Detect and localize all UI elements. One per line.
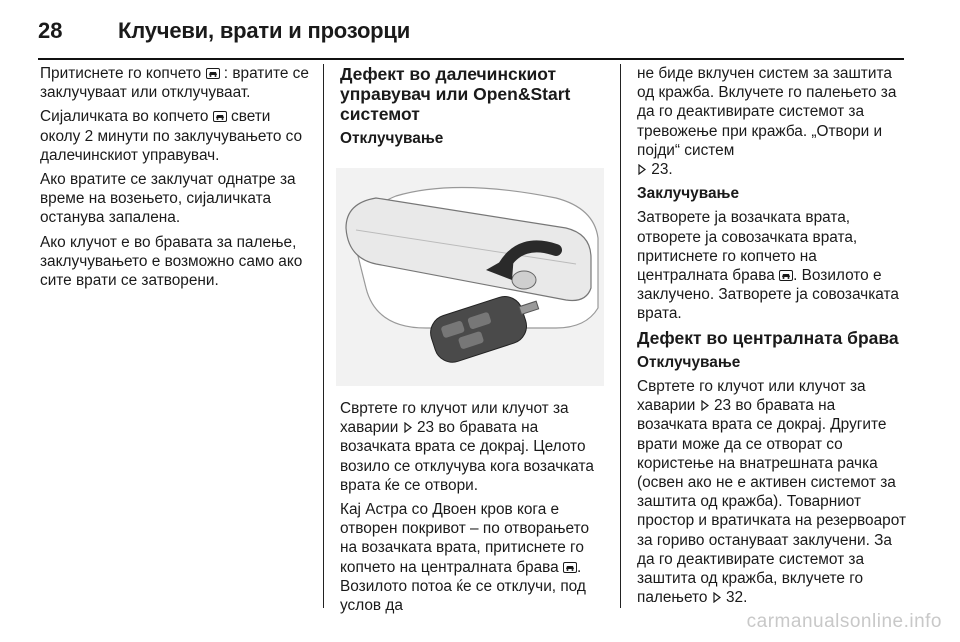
text: . Возилото потоа ќе се отклучи, под услов да	[340, 558, 586, 615]
page-reference[interactable]: 32.	[721, 589, 748, 607]
page-reference[interactable]: 23	[412, 419, 435, 437]
text: во бравата на возачката врата се докрај. Целото возило се отклучува кога возачката врата ќе се отвори.	[340, 419, 594, 494]
paragraph	[340, 399, 606, 495]
paragraph: Ако вратите се заклучат однатре за време на возењето, сијаличката останува запалена.	[40, 171, 296, 227]
section-heading: Дефект во далечинскиот управувач или Open&Start системот	[340, 64, 571, 124]
column-1	[40, 64, 312, 295]
text: во бравата на возачката врата се докрај. Другите врати може да се отворат со користење на внатрешната рачка (освен ако не е активен системот за заштита од кражба). Товарниот простор и вратичката на резервоарот за гориво остануваат заклучени. За да го деактивирате системот за заштита од кражба, вклучете го палењето	[637, 397, 906, 607]
header-rule	[38, 58, 904, 60]
page-number: 28	[38, 18, 63, 43]
text: Кај Астра со Двоен кров кога е отворен покривот – по отворањето на возачката врата, притиснете го копчето на централната брава	[340, 501, 590, 576]
text: Сијаличката во копчето	[40, 108, 209, 126]
paragraph	[40, 107, 312, 165]
paragraph	[637, 64, 907, 179]
car-lock-icon	[779, 270, 793, 281]
text: Свртете го клучот или клучот за хаварии	[340, 400, 569, 437]
paragraph	[340, 500, 606, 615]
column-2-lower	[340, 399, 606, 620]
paragraph: Ако клучот е во бравата за палење, заклучувањето е возможно само ако сите врати се затворени.	[40, 233, 303, 290]
paragraph	[637, 208, 907, 323]
column-3	[637, 64, 907, 612]
text: не биде вклучен систем за заштита од кражба. Вклучете го палењето за да го деактивирате системот за тревожење при кражба. „Отвори и појди“ систем	[637, 65, 897, 159]
page-reference-arrow-icon	[712, 592, 722, 603]
text: Затворете ја возачката врата, отворете ја совозачката врата, притиснете го копчето на централната брава	[637, 209, 858, 285]
text: Свртете го клучот или клучот за хаварии	[637, 378, 866, 415]
page-header	[38, 14, 922, 50]
page-reference-arrow-icon	[700, 400, 710, 411]
page-reference-arrow-icon	[637, 164, 647, 175]
text: свети околу 2 минути по заклучувањето со далечинскиот управувач.	[40, 108, 303, 164]
car-lock-icon	[213, 111, 227, 122]
page-reference[interactable]: 23	[709, 397, 732, 415]
page-reference[interactable]: 23.	[647, 161, 673, 179]
text: : вратите се заклучуваат или отклучуваат.	[40, 65, 309, 102]
subsection-heading: Отклучување	[637, 353, 741, 371]
column-2	[340, 64, 606, 153]
page-title: Клучеви, врати и прозорци	[118, 18, 411, 43]
text: . Возилото е заклучено. Затворете ја совозачката врата.	[637, 267, 899, 323]
text: Притиснете го копчето	[40, 65, 202, 82]
column-divider-2	[620, 64, 621, 608]
section-heading: Дефект во централната брава	[637, 327, 899, 348]
paragraph	[637, 377, 907, 607]
car-lock-icon	[206, 68, 220, 79]
car-lock-icon	[563, 562, 577, 573]
watermark: carmanualsonline.info	[746, 611, 942, 632]
paragraph	[40, 64, 312, 102]
column-divider-1	[323, 64, 324, 608]
subsection-heading: Отклучување	[340, 130, 444, 147]
subsection-heading: Заклучување	[637, 185, 740, 203]
key-in-door-lock-illustration	[336, 168, 604, 386]
page-reference-arrow-icon	[403, 422, 413, 433]
